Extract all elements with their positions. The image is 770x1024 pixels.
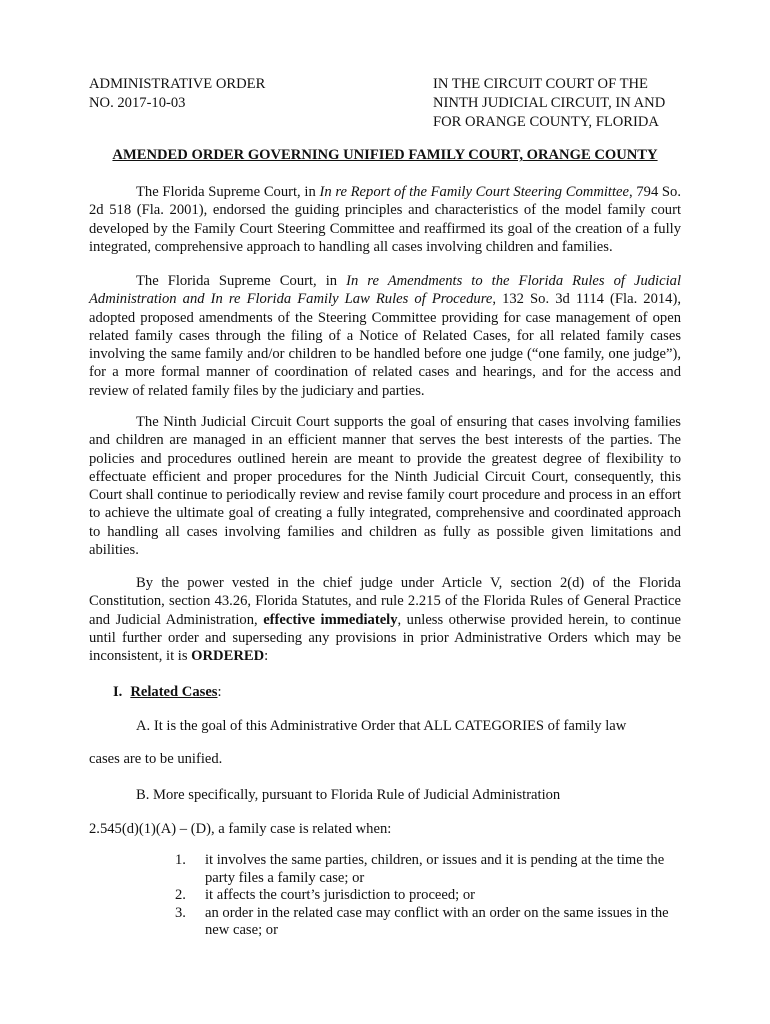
list-item-text: an order in the related case may conflict with an order on the same issues in the new case; or [205,904,669,938]
order-number: NO. 2017-10-03 [89,95,186,111]
related-case-criteria-list [175,852,685,940]
paragraph-3: The Ninth Judicial Circuit Court supports the goal of ensuring that cases involving families and children are managed in an efficient manner that serves the best interests of the parties. The policies and procedures outlined herein are meant to provide the greatest degree of flexibility to effectuate efficient and proper procedures for the Ninth Judicial Circuit Court, consequently, this Court shall continue to periodically review and revise family court procedure and process in an effort to achieve the ultimate goal of creating a fully integrated, comprehensive and coordinated approach to handling all cases involving families and children as fully as possible given limitations and abilities. [89,414,681,559]
list-item-text: it affects the court’s jurisdiction to proceed; or [205,887,476,903]
paragraph-2-text-a: The Florida Supreme Court, in [136,273,347,289]
subsection-b-line-1: B. More specifically, pursuant to Florida Rule of Judicial Administration [136,787,561,803]
paragraph-2 [89,272,681,400]
paragraph-4-text-a: By the power vested in the chief judge under Article V, section 2(d) of the Florida Constitution, section 43.26, Florida Statutes, and rule 2.215 of the Florida Rules of General Practice and Judicial Administration, [89,575,681,628]
court-caption [433,75,665,132]
paragraph-2-case-citation: In re Amendments to the Florida Rules of Judicial Administration and In re Florida Family Law Rules of Procedure [89,273,681,308]
paragraph-4-text-b: , unless otherwise provided herein, to continue until further order and superseding any provisions in prior Administrative Orders which may be inconsistent, it is [89,611,681,665]
list-item [175,887,685,905]
list-item-number: 2. [175,887,186,903]
subsection-a-line-2: cases are to be unified. [89,751,223,767]
section-1-colon: : [217,684,222,700]
effective-immediately: effective immediately [263,611,398,628]
document-title: AMENDED ORDER GOVERNING UNIFIED FAMILY COURT, ORANGE COUNTY [112,147,658,163]
order-number-block [89,75,265,113]
paragraph-4 [89,574,681,665]
paragraph-1-case-citation: In re Report of the Family Court Steering Committee [319,184,629,200]
section-1-number: I. [113,684,123,700]
list-item-number: 3. [175,904,186,921]
list-item-text: it involves the same parties, children, or issues and it is pending at the time the party files a family case; or [205,852,665,886]
subsection-a-line-1: A. It is the goal of this Administrative Order that ALL CATEGORIES of family law [136,718,627,734]
list-item [175,852,685,887]
paragraph-1 [89,183,681,256]
paragraph-1-text-a: The Florida Supreme Court, in [136,184,320,200]
court-caption-line-3: FOR ORANGE COUNTY, FLORIDA [433,114,659,130]
paragraph-1-text-b: , 794 So. 2d 518 (Fla. 2001), endorsed the guiding principles and characteristics of the model family court developed by the Family Court Steering Committee and reaffirmed its goal of the creation of a fully integrated, comprehensive approach to handling all cases involving children and families. [89,184,681,255]
subsection-b-line-2: 2.545(d)(1)(A) – (D), a family case is related when: [89,821,392,837]
list-item [175,905,685,940]
order-label: ADMINISTRATIVE ORDER [89,76,266,92]
paragraph-4-text-c: : [264,648,269,665]
court-caption-line-1: IN THE CIRCUIT COURT OF THE [433,76,648,92]
section-1-heading [113,683,222,702]
section-1-title: Related Cases [130,684,218,700]
ordered-label: ORDERED [191,648,265,665]
court-caption-line-2: NINTH JUDICIAL CIRCUIT, IN AND [433,95,666,111]
paragraph-2-text-b: , 132 So. 3d 1114 (Fla. 2014), adopted proposed amendments of the Steering Committee providing for case management of open related family cases through the filing of a Notice of Related Cases, for all related family cases involving the same family and/or children to be handled before one judge (“one family, one judge”), for a more formal manner of coordination of related cases and hearings, and for the access and review of related family files by the judiciary and parties. [89,291,681,399]
list-item-number: 1. [175,852,186,868]
